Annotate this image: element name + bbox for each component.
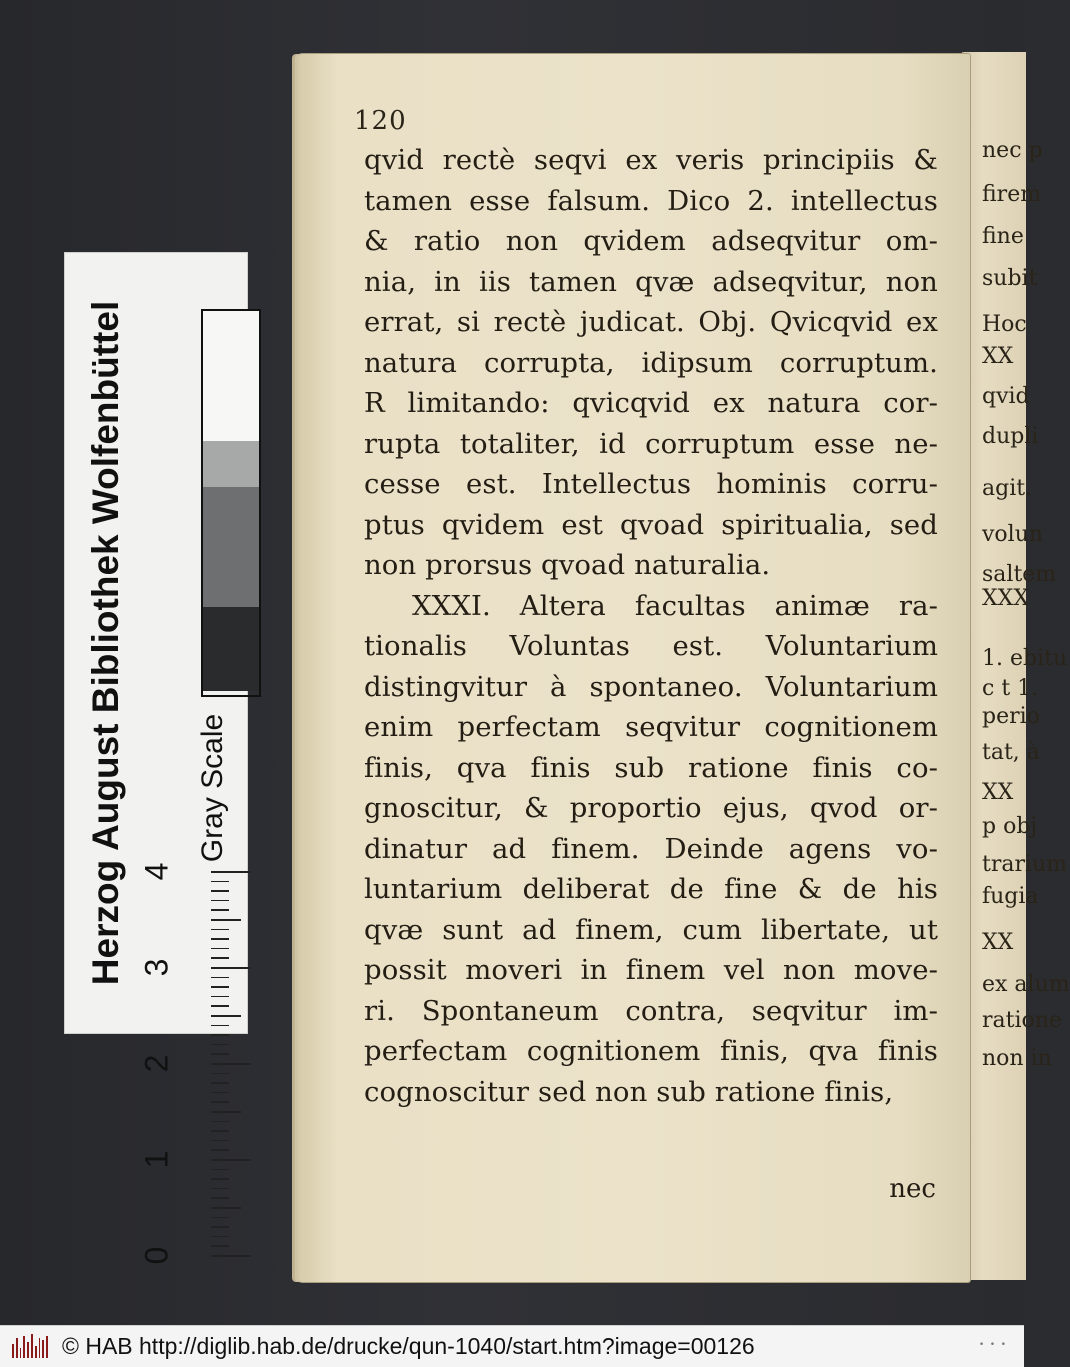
ruler-number (137, 853, 177, 889)
footer-bar (0, 1325, 1024, 1367)
text-line: possit moveri in finem vel non move- (364, 954, 938, 986)
text-line: XXXI. Altera facultas animæ ra- (412, 589, 938, 622)
ruler-tick (211, 900, 229, 902)
logo-bar (42, 1340, 44, 1358)
next-page-fragment: qvid (982, 384, 1030, 409)
next-page-fragment: nec p (982, 138, 1043, 163)
page-text (364, 140, 938, 1112)
text-line: finis, qva finis sub ratione finis co- (364, 751, 938, 784)
ruler-tick (211, 1169, 229, 1171)
ruler-number-text: 1 (138, 1150, 175, 1168)
page-number: 120 (354, 106, 407, 136)
logo-bar (27, 1342, 29, 1358)
next-page-fragment: subit (982, 266, 1038, 291)
next-page-fragment: p obj (982, 814, 1038, 839)
ruler-tick (211, 881, 229, 883)
next-page-fragment: XX (982, 780, 1014, 805)
ruler-tick (211, 1245, 229, 1247)
gray-swatch (203, 487, 259, 607)
ruler-tick (211, 1101, 229, 1103)
next-page-fragment: firem (982, 182, 1042, 207)
text-line: ptus qvidem est qvoad spiritualia, sed (364, 508, 938, 541)
logo-bar (12, 1344, 14, 1358)
next-page-fragment: c t 1. (982, 676, 1039, 701)
ruler-tick (211, 871, 251, 873)
hab-logo-icon (12, 1334, 48, 1358)
next-page-fragment: ex alum (982, 972, 1070, 997)
text-line: dinatur ad finem. Deinde agens vo- (364, 832, 938, 865)
ruler-tick (211, 996, 229, 998)
gray-swatch (203, 441, 259, 487)
ruler-tick (211, 1130, 229, 1132)
next-page-fragment: perio (982, 704, 1040, 729)
text-line: qvæ sunt ad finem, cum libertate, ut (364, 913, 938, 946)
ruler-tick (211, 1140, 229, 1142)
text-line: gnoscitur, & proportio ejus, qvod or- (364, 792, 938, 824)
next-page-fragment: XX (982, 930, 1014, 955)
footer-mark: • • • (978, 1340, 1006, 1350)
next-page-fragment: XXX (982, 586, 1029, 611)
next-page-fragment: fugia (982, 884, 1039, 909)
ruler-number (137, 1045, 177, 1081)
next-page-fragment: non in (982, 1046, 1052, 1071)
ruler-number-text: 4 (138, 862, 175, 880)
next-page-fragment: agit. (982, 476, 1033, 501)
ruler-tick (211, 919, 241, 921)
book-page (298, 54, 970, 1282)
ruler-tick (211, 1207, 241, 1209)
ruler-tick (211, 1159, 251, 1161)
ruler-number (137, 1141, 177, 1177)
next-page-fragment: fine (982, 224, 1024, 249)
ruler-number-text: 3 (138, 958, 175, 976)
ruler-tick (211, 967, 251, 969)
ruler-tick (211, 938, 229, 940)
scale-title (71, 253, 141, 1033)
ruler-tick (211, 1082, 229, 1084)
text-line: cesse est. Intellectus hominis corru- (364, 468, 938, 500)
ruler-tick (211, 977, 229, 979)
logo-bar (39, 1338, 41, 1358)
ruler-tick (211, 929, 229, 931)
text-line: natura corrupta, idipsum corruptum. (364, 346, 938, 379)
ruler-tick (211, 957, 229, 959)
logo-bar (23, 1336, 25, 1358)
ruler-tick (211, 909, 229, 911)
ruler-number (137, 949, 177, 985)
next-page-fragment: trarium (982, 852, 1068, 877)
gray-scale-text: Gray Scale (196, 713, 230, 863)
gray-swatches (201, 309, 261, 697)
next-page-fragment: saltem (982, 562, 1057, 587)
next-page-fragment: ratione (982, 1008, 1062, 1033)
ruler-tick (211, 1226, 229, 1228)
text-line: & ratio non qvidem adseqvitur om- (364, 225, 938, 257)
gray-swatch (203, 607, 259, 691)
ruler-tick (211, 1015, 241, 1017)
ruler-tick (211, 1236, 229, 1238)
text-line: errat, si rectè judicat. Obj. Qvicqvid ex (364, 306, 938, 338)
text-line: distingvitur à spontaneo. Voluntarium (364, 670, 938, 703)
ruler-tick (211, 986, 229, 988)
ruler-tick (211, 1092, 229, 1094)
logo-bar (16, 1338, 18, 1358)
ruler-tick (211, 1073, 229, 1075)
gray-swatch (203, 311, 259, 441)
ruler-tick (211, 1255, 251, 1257)
next-page-edge (962, 52, 1070, 1280)
ruler-tick (211, 1053, 229, 1055)
next-page-fragment: dupli (982, 424, 1039, 449)
logo-bar (31, 1334, 33, 1358)
text-line: ri. Spontaneum contra, seqvitur im- (364, 994, 938, 1027)
ruler-number (137, 1237, 177, 1273)
ruler-tick (211, 1178, 229, 1180)
next-page-fragment: Hoc (982, 312, 1027, 337)
ruler-tick (211, 890, 229, 892)
text-line: cognoscitur sed non sub ratione finis, (364, 1075, 894, 1108)
ruler-tick (211, 1188, 229, 1190)
ruler-number-text: 0 (138, 1246, 175, 1264)
text-line: nia, in iis tamen qvæ adseqvitur, non (364, 265, 938, 298)
ruler-tick (211, 1034, 229, 1036)
ruler (138, 862, 241, 1269)
ruler-tick (211, 1063, 251, 1065)
ruler-tick (211, 1197, 229, 1199)
logo-bar (35, 1346, 37, 1358)
next-page-fragment: 1. ebitu (982, 646, 1068, 671)
ruler-tick (211, 1149, 229, 1151)
text-line: non prorsus qvoad naturalia. (364, 549, 771, 581)
text-line: enim perfectam seqvitur cognitionem (364, 711, 938, 743)
text-line: luntarium deliberat de fine & de his (364, 873, 938, 905)
ruler-tick (211, 948, 229, 950)
ruler-tick (211, 1044, 229, 1046)
footer-copyright: © HAB http://diglib.hab.de/drucke/qun-1040/start.htm?image=00126 (62, 1333, 755, 1359)
ruler-tick (211, 1025, 229, 1027)
catchword: nec (889, 1174, 936, 1204)
scale-title-text: Herzog August Bibliothek Wolfenbüttel (85, 300, 126, 986)
text-line: tionalis Voluntas est. Voluntarium (364, 630, 938, 662)
text-line: R limitando: qvicqvid ex natura cor- (364, 387, 938, 419)
ruler-tick (211, 1005, 229, 1007)
logo-bar (20, 1348, 22, 1358)
ruler-number-text: 2 (138, 1054, 175, 1072)
next-page-fragment: volun (982, 522, 1044, 547)
ruler-tick (211, 1121, 229, 1123)
ruler-tick (211, 1217, 229, 1219)
next-page-fragment: XX (982, 344, 1014, 369)
text-line: perfectam cognitionem finis, qva finis (364, 1035, 938, 1067)
color-scale-bar (64, 252, 248, 1264)
text-line: rupta totaliter, id corruptum esse ne- (364, 427, 938, 460)
ruler-tick (211, 1111, 241, 1113)
text-line: qvid rectè seqvi ex veris principiis & (364, 144, 938, 176)
next-page-fragment: tat, à (982, 740, 1040, 765)
text-line: tamen esse falsum. Dico 2. intellectus (364, 184, 938, 217)
logo-bar (46, 1336, 48, 1358)
gray-scale-label (183, 713, 243, 863)
